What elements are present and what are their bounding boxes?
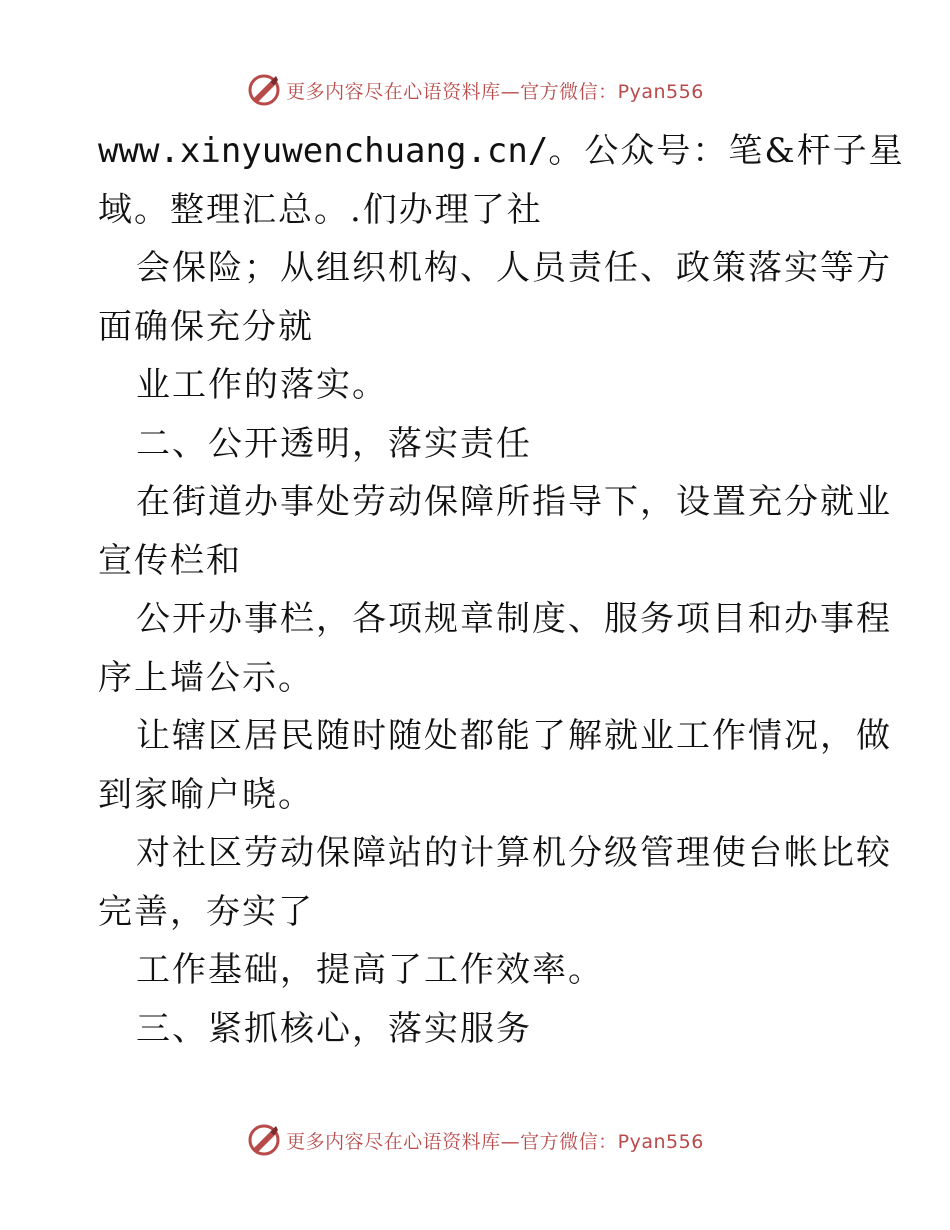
document-body xyxy=(98,122,905,1058)
text-line xyxy=(98,122,905,181)
watermark-text: 更多内容尽在心语资料库—官方微信：Pyan556 xyxy=(286,1130,704,1153)
section-heading: 三、紧抓核心，落实服务 xyxy=(136,1008,532,1049)
text-line: 让辖区居民随时随处都能了解就业工作情况，做 xyxy=(136,716,892,756)
text-line: 业工作的落实。 xyxy=(136,365,388,405)
pen-logo-icon xyxy=(246,72,282,108)
text-line: 宣传栏和 xyxy=(98,540,242,581)
text-line: 工作基础，提高了工作效率。 xyxy=(136,950,604,990)
pen-logo-icon xyxy=(246,1122,282,1158)
footer-watermark xyxy=(0,1120,950,1160)
watermark-text: 更多内容尽在心语资料库—官方微信：Pyan556 xyxy=(286,80,704,103)
text-line: 公开办事栏，各项规章制度、服务项目和办事程 xyxy=(136,599,892,639)
website-url: www.xinyuwenchuang.cn/ xyxy=(98,131,549,171)
text-line: 到家喻户晓。 xyxy=(98,774,314,815)
text-line: 在街道办事处劳动保障所指导下，设置充分就业 xyxy=(136,482,892,522)
text-line: 面确保充分就 xyxy=(98,306,314,347)
text-line: 会保险；从组织机构、人员责任、政策落实等方 xyxy=(136,248,892,288)
section-heading: 二、公开透明，落实责任 xyxy=(136,423,532,464)
text-line: 序上墙公示。 xyxy=(98,657,314,698)
header-watermark xyxy=(0,70,950,110)
text-line-rest: 。公众号：笔&杆子星 xyxy=(548,131,905,171)
text-line: 完善，夯实了 xyxy=(98,891,314,932)
text-line: 对社区劳动保障站的计算机分级管理使台帐比较 xyxy=(136,833,892,873)
text-line: 域。整理汇总。.们办理了社 xyxy=(98,189,543,230)
